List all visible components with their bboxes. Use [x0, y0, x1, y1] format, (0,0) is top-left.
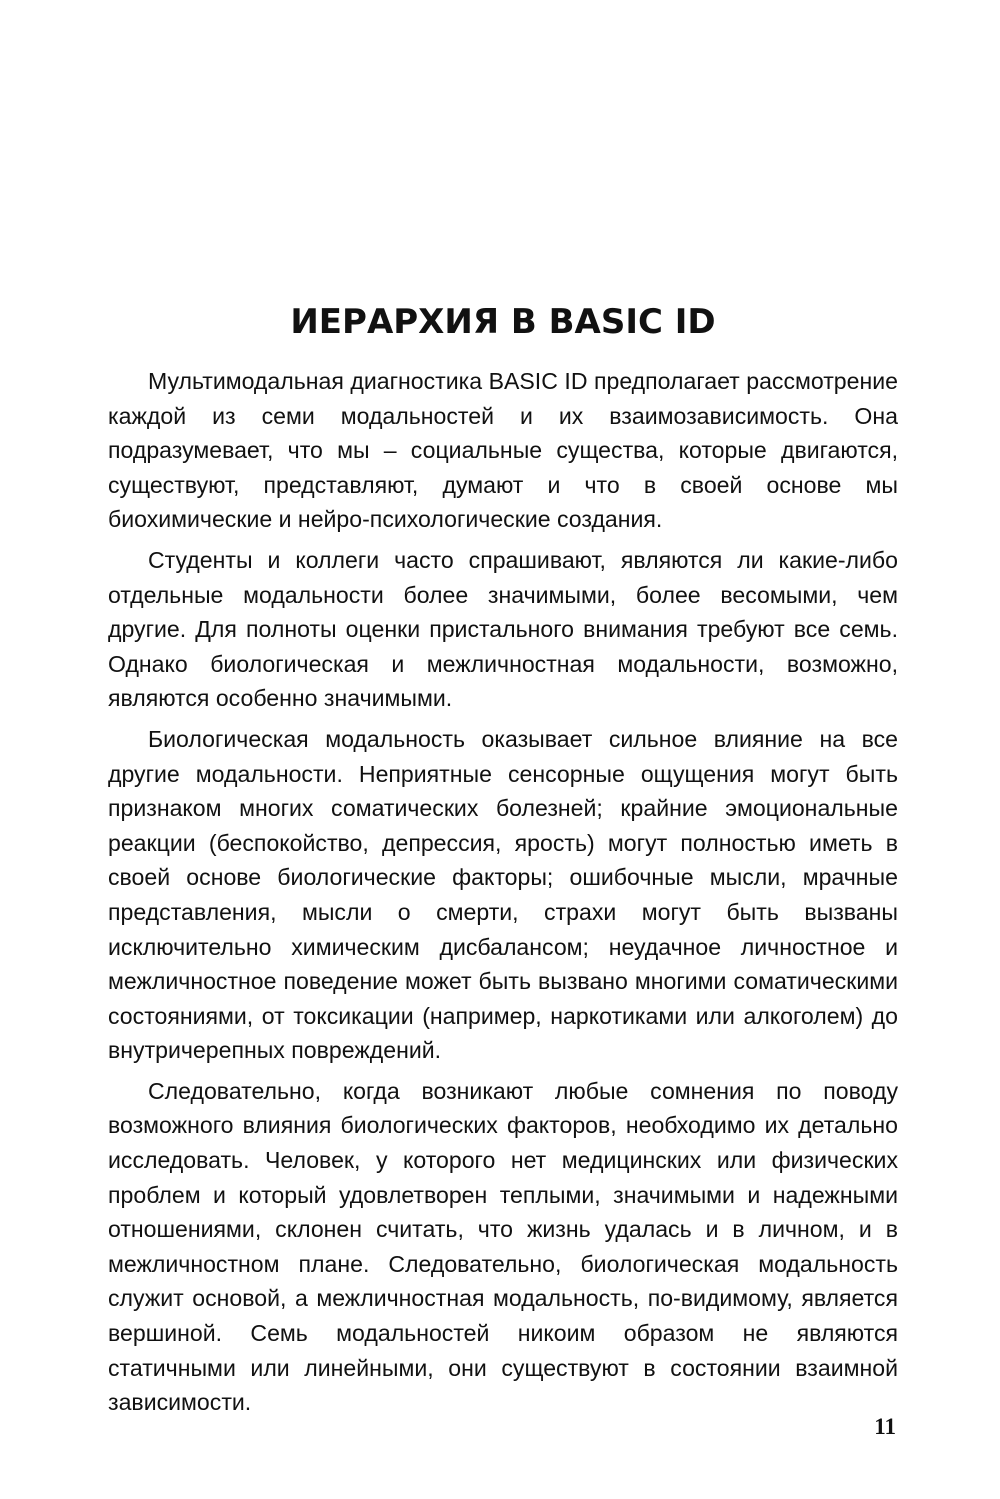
- paragraph-1: Мультимодальная диагностика BASIC ID предполагает рассмотрение каждой из семи модальностей и их взаимозависимость. Она подразумевает, что мы – социальные существа, которые двигаются, существуют, представляют, думают и что в своей основе мы биохимические и нейро-психологические создания.: [108, 368, 898, 533]
- page-title: ИЕРАРХИЯ В BASIC ID: [290, 302, 716, 342]
- page-content: [108, 300, 898, 1426]
- paragraph-3: Биологическая модальность оказывает сильное влияние на все другие модальности. Неприятные сенсорные ощущения могут быть признаком многих соматических болезней; крайние эмоциональные реакции (беспокойство, депрессия, ярость) могут полностью иметь в своей основе биологические факторы; ошибочные мысли, мрачные представления, мысли о смерти, страхи могут быть вызваны исключительно химическим дисбалансом; неудачное личностное и межличностное поведение может быть вызвано многими соматическими состояниями, от токсикации (например, наркотиками или алкоголем) до внутричерепных повреждений.: [108, 725, 898, 1064]
- paragraph-2: Студенты и коллеги часто спрашивают, являются ли какие-либо отдельные модальности более значимыми, более весомыми, чем другие. Для полноты оценки пристального внимания требуют все семь. Однако биологическая и межличностная модальности, возможно, являются особенно значимыми.: [108, 546, 898, 712]
- page-number: 11: [874, 1414, 896, 1439]
- paragraph-4: Следовательно, когда возникают любые сомнения по поводу возможного влияния биологических факторов, необходимо их детально исследовать. Человек, у которого нет медицинских или физических проблем и который удовлетворен теплыми, значимыми и надежными отношениями, склонен считать, что жизнь удалась и в личном, и в межличностном плане. Следовательно, биологическая модальность служит основой, а межличностная модальность, по-видимому, является вершиной. Семь модальностей никоим образом не являются статичными или линейными, они существуют в состоянии взаимной зависимости.: [108, 1077, 898, 1416]
